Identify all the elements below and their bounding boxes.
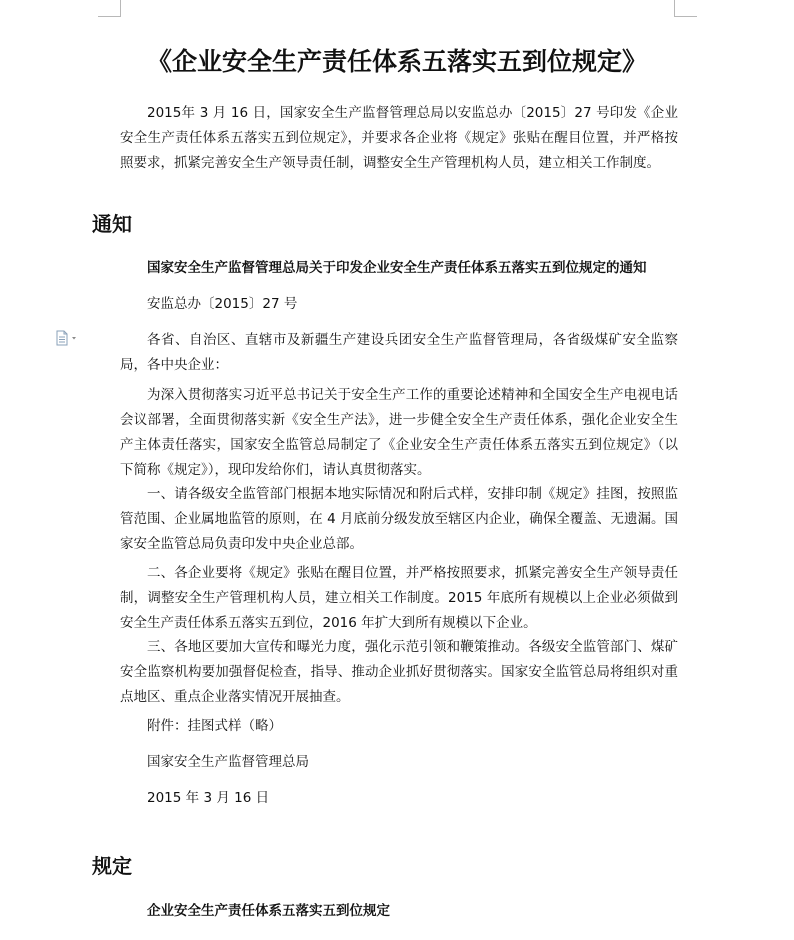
margin-corner-top-left [98,16,121,17]
margin-corner-top-right [674,0,675,16]
notice-item-2: 二、各企业要将《规定》张贴在醒目位置，并严格按照要求，抓紧完善安全生产领导责任制，调整安全生产管理机构人员，建立相关工作制度。2015 年底所有规模以上企业必须做到安全生产责任体系五落实五到位，2016 年扩大到所有规模以下企业。 [120,565,678,631]
notice-doc-title: 国家安全生产监督管理总局关于印发企业安全生产责任体系五落实五到位规定的通知 [147,260,647,276]
notice-item-1: 一、请各级安全监管部门根据本地实际情况和附后式样，安排印制《规定》挂图，按照监管范围、企业属地监管的原则，在 4 月底前分级发放至辖区内企业，确保全覆盖、无遗漏。国家安全监管总局负责印发中央企业总部。 [120,486,678,552]
document-dropdown-icon[interactable] [56,330,80,346]
section-heading-notice: 通知 [92,212,132,236]
notice-doc-number: 安监总办〔2015〕27 号 [147,296,298,312]
notice-body-paragraph: 为深入贯彻落实习近平总书记关于安全生产工作的重要论述精神和全国安全生产电视电话会议部署，全面贯彻落实新《安全生产法》，进一步健全安全生产责任体系，强化企业安全生产主体责任落实，国家安全监管总局制定了《企业安全生产责任体系五落实五到位规定》（以下简称《规定》），现印发给你们，请认真贯彻落实。 [120,387,678,478]
notice-date: 2015 年 3 月 16 日 [147,790,270,806]
notice-item-3: 三、各地区要加大宣传和曝光力度，强化示范引领和鞭策推动。各级安全监管部门、煤矿安全监察机构要加强督促检查，指导、推动企业抓好贯彻落实。国家安全监管总局将组织对重点地区、重点企业落实情况开展抽查。 [120,639,678,705]
notice-issuer: 国家安全生产监督管理总局 [147,754,309,770]
notice-attachment: 附件：挂图式样（略） [147,718,282,734]
rules-doc-title: 企业安全生产责任体系五落实五到位规定 [147,903,390,919]
notice-addressee: 各省、自治区、直辖市及新疆生产建设兵团安全生产监督管理局，各省级煤矿安全监察局，各中央企业： [120,332,678,373]
intro-paragraph: 2015年 3 月 16 日，国家安全生产监督管理总局以安监总办〔2015〕27 号印发《企业安全生产责任体系五落实五到位规定》，并要求各企业将《规定》张贴在醒目位置，并严格按照要求，抓紧完善安全生产领导责任制，调整安全生产管理机构人员，建立相关工作制度。 [120,105,678,171]
section-heading-rules: 规定 [92,854,132,878]
margin-corner-top-left [120,0,121,16]
page-title: 《企业安全生产责任体系五落实五到位规定》 [146,47,647,76]
margin-corner-top-right [674,16,697,17]
